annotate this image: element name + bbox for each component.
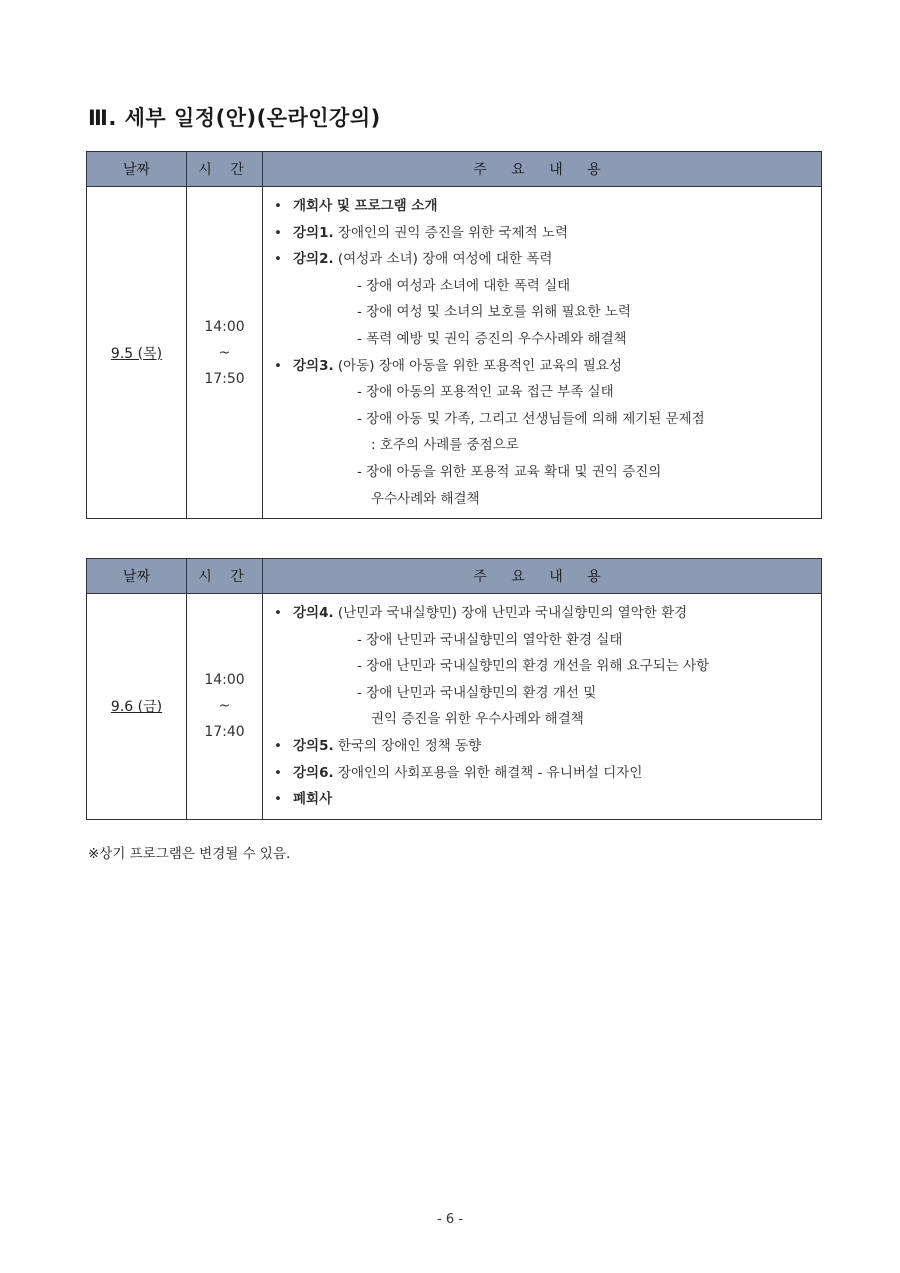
date-value: 9.6 (금): [110, 699, 163, 716]
lecture-number: 강의2.: [293, 251, 334, 268]
sub-item: - 장애 난민과 국내실향민의 열악한 환경 실태: [357, 631, 623, 648]
time-start: 14:00: [204, 672, 245, 689]
time-cell: [187, 594, 263, 820]
date-cell: [87, 187, 187, 519]
column-header-content: 주 요 내 용: [263, 559, 822, 594]
bullet-item: [271, 733, 813, 760]
content-cell: [263, 187, 822, 519]
time-cell: [187, 187, 263, 519]
column-header-time: 시 간: [187, 559, 263, 594]
time-start: 14:00: [204, 318, 245, 335]
column-header-date: 날짜: [87, 152, 187, 187]
item-text: (난민과 국내실향민) 장애 난민과 국내실향민의 열악한 환경: [333, 605, 688, 621]
item-text: 장애인의 사회포용을 위한 해결책 - 유니버설 디자인: [333, 764, 643, 781]
item-text: 폐회사: [293, 791, 333, 808]
sub-item: - 장애 난민과 국내실향민의 환경 개선 및: [357, 684, 597, 701]
bullet-item: [271, 220, 813, 247]
lecture-number: 강의1.: [293, 224, 334, 241]
table-header-row: [87, 152, 822, 187]
sub-item: - 장애 아동 및 가족, 그리고 선생님들에 의해 제기된 문제점: [357, 410, 705, 427]
change-notice: ※상기 프로그램은 변경될 수 있음.: [88, 846, 291, 862]
sub-item: - 폭력 예방 및 권익 증진의 우수사례와 해결책: [357, 330, 627, 347]
bullet-item: [271, 193, 813, 220]
column-header-content: 주 요 내 용: [263, 152, 822, 187]
table-header-row: [87, 559, 822, 594]
bullet-item: [271, 600, 813, 627]
content-list: [271, 193, 813, 512]
lecture-number: 강의3.: [293, 357, 334, 374]
schedule-table-day1: [86, 151, 822, 519]
sub-item: - 장애 아동의 포용적인 교육 접근 부족 실태: [357, 384, 614, 401]
lecture-number: 강의4.: [293, 605, 334, 621]
date-cell: [87, 594, 187, 820]
item-text: (아동) 장애 아동을 위한 포용적인 교육의 필요성: [333, 357, 622, 374]
time-separator: ~: [218, 698, 231, 715]
item-text: 한국의 장애인 정책 동향: [333, 737, 482, 754]
table-row: [87, 594, 822, 820]
section-heading: Ⅲ. 세부 일정(안)(온라인강의): [88, 106, 381, 130]
continuation-line: 권익 증진을 위한 우수사례와 해결책: [371, 711, 584, 728]
continuation-line: 우수사례와 해결책: [371, 490, 480, 507]
sub-item: - 장애 여성 및 소녀의 보호를 위해 필요한 노력: [357, 304, 631, 321]
page-number: - 6 -: [437, 1212, 463, 1227]
column-header-date: 날짜: [87, 559, 187, 594]
content-list: [271, 600, 813, 813]
continuation-line: : 호주의 사례를 중점으로: [371, 437, 519, 454]
bullet-item: [271, 353, 813, 380]
sub-item: - 장애 아동을 위한 포용적 교육 확대 및 권익 증진의: [357, 463, 662, 480]
item-text: 장애인의 권익 증진을 위한 국제적 노력: [333, 224, 569, 241]
lecture-number: 강의5.: [293, 737, 334, 754]
column-header-time: 시 간: [187, 152, 263, 187]
sub-item: - 장애 난민과 국내실향민의 환경 개선을 위해 요구되는 사항: [357, 658, 710, 675]
sub-item: - 장애 여성과 소녀에 대한 폭력 실태: [357, 277, 571, 294]
time-separator: ~: [218, 344, 231, 361]
bullet-item: [271, 786, 813, 813]
time-end: 17:50: [204, 370, 245, 387]
schedule-table-day2: [86, 558, 822, 820]
date-value: 9.5 (목): [110, 345, 163, 362]
bullet-item: [271, 246, 813, 273]
table-row: [87, 187, 822, 519]
time-end: 17:40: [204, 724, 245, 741]
content-cell: [263, 594, 822, 820]
item-text: 개회사 및 프로그램 소개: [293, 198, 438, 214]
item-text: (여성과 소녀) 장애 여성에 대한 폭력: [333, 251, 553, 268]
bullet-item: [271, 760, 813, 787]
lecture-number: 강의6.: [293, 764, 334, 781]
